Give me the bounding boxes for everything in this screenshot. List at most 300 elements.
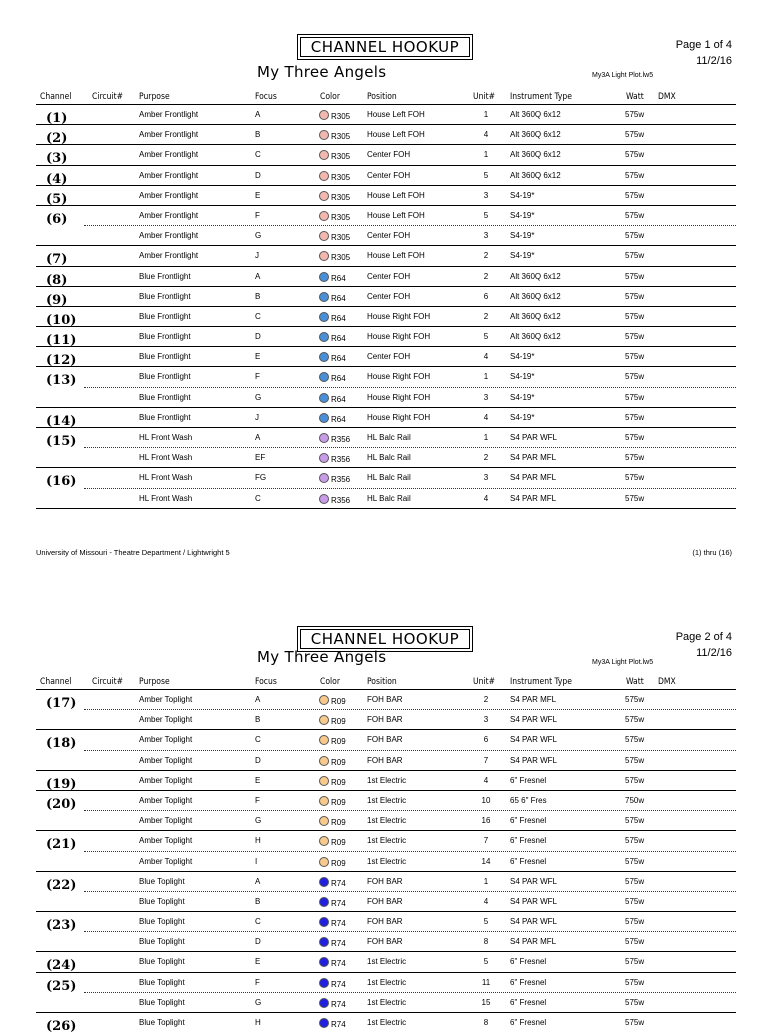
unit-cell: 2 [483,695,489,704]
color-code: R09 [331,717,346,727]
table-row [36,831,736,851]
table-row [36,852,736,872]
position-cell: 1st Electric [367,977,407,987]
unit-cell: 1 [483,433,489,442]
color-code: R64 [331,273,346,283]
focus-cell: D [255,170,261,180]
table-row [36,710,736,730]
color-cell [319,998,346,1009]
unit-cell: 8 [483,937,489,947]
focus-cell: A [255,876,261,886]
watt-cell: 575w [625,190,645,200]
purpose-cell: Amber Toplight [139,856,193,866]
unit-cell: 6 [483,735,489,745]
instrument-type-cell: S4 PAR MFL [510,937,557,947]
channel-number: (3) [46,151,68,167]
channel-number: (12) [46,353,77,369]
color-swatch-icon [319,231,329,241]
unit-cell: 2 [483,453,489,463]
table-row [36,428,736,448]
instrument-type-cell: 6" Fresnel [510,997,547,1007]
purpose-cell: Amber Toplight [139,775,193,785]
purpose-cell: Blue Frontlight [139,412,191,422]
position-cell: Center FOH [367,291,411,301]
focus-cell: E [255,352,261,362]
purpose-cell: Amber Frontlight [139,150,199,160]
purpose-cell: Blue Toplight [139,997,185,1007]
focus-cell: I [255,856,258,866]
table-row [36,973,736,993]
instrument-type-cell: 6" Fresnel [510,977,547,987]
purpose-cell: Amber Toplight [139,715,193,725]
position-cell: 1st Electric [367,836,407,846]
instrument-type-cell: S4 PAR MFL [510,493,557,503]
table-row [36,186,736,206]
position-cell: House Right FOH [367,332,431,342]
instrument-type-cell: S4 PAR WFL [510,755,557,765]
color-code: R09 [331,818,346,828]
purpose-cell: Amber Toplight [139,735,193,745]
table-row [36,166,736,186]
instrument-type-cell: S4 PAR MFL [510,473,557,483]
instrument-type-cell: 6" Fresnel [510,836,547,846]
channel-number: (4) [46,171,68,187]
report-date: 11/2/16 [696,647,732,659]
unit-cell: 2 [483,271,489,281]
col-watt: Watt [626,677,644,687]
focus-cell: A [255,110,261,119]
unit-cell: 10 [481,795,491,805]
color-swatch-icon [319,272,329,282]
position-cell: HL Balc Rail [367,493,411,503]
color-code: R74 [331,878,346,888]
table-row [36,347,736,367]
focus-cell: C [255,493,261,503]
unit-cell: 7 [483,836,489,846]
color-cell [319,191,350,202]
table-row [36,388,736,408]
position-cell: FOH BAR [367,896,403,906]
position-cell: FOH BAR [367,937,403,947]
file-name: My3A Light Plot.lw5 [592,72,654,79]
color-swatch-icon [319,453,329,463]
table-row [36,751,736,771]
col-color: Color [320,92,340,102]
unit-cell: 1 [483,150,489,160]
watt-cell: 575w [625,150,645,160]
purpose-cell: HL Front Wash [139,433,193,442]
watt-cell: 575w [625,311,645,321]
unit-cell: 4 [483,493,489,503]
focus-cell: C [255,917,261,927]
unit-cell: 3 [483,190,489,200]
instrument-type-cell: S4 PAR WFL [510,433,557,442]
color-code: R305 [331,132,351,142]
purpose-cell: Blue Frontlight [139,332,191,342]
color-swatch-icon [319,836,329,846]
table-row [36,690,736,710]
table-row [36,408,736,428]
unit-cell: 3 [483,392,489,402]
color-cell [319,150,350,161]
table-row [36,811,736,831]
channel-number: (7) [46,252,68,268]
col-channel: Channel [40,677,72,687]
position-cell: FOH BAR [367,755,403,765]
focus-cell: H [255,1018,261,1027]
unit-cell: 3 [483,715,489,725]
color-code: R09 [331,797,346,807]
instrument-type-cell: S4 PAR WFL [510,735,557,745]
color-code: R356 [331,495,351,505]
unit-cell: 4 [483,130,489,140]
color-swatch-icon [319,494,329,504]
table-row [36,125,736,145]
table-body [36,105,736,509]
unit-cell: 2 [483,311,489,321]
position-cell: FOH BAR [367,917,403,927]
col-type: Instrument Type [510,677,572,687]
channel-number: (11) [46,333,77,349]
watt-cell: 575w [625,917,645,927]
color-cell [319,231,350,242]
watt-cell: 575w [625,876,645,886]
table-row [36,105,736,125]
color-code: R356 [331,455,351,465]
instrument-type-cell: Alt 360Q 6x12 [510,311,561,321]
position-cell: House Left FOH [367,210,425,220]
color-swatch-icon [319,756,329,766]
purpose-cell: Blue Toplight [139,896,185,906]
channel-number: (2) [46,131,68,147]
position-cell: House Left FOH [367,130,425,140]
color-code: R09 [331,777,346,787]
purpose-cell: Blue Toplight [139,1018,185,1027]
color-code: R09 [331,858,346,868]
focus-cell: FG [255,473,267,483]
purpose-cell: Blue Frontlight [139,291,191,301]
color-cell [319,473,350,484]
color-cell [319,211,350,222]
purpose-cell: Amber Frontlight [139,170,199,180]
focus-cell: B [255,715,261,725]
channel-number: (16) [46,474,77,490]
instrument-type-cell: S4-19* [510,190,535,200]
instrument-type-cell: Alt 360Q 6x12 [510,130,561,140]
color-swatch-icon [319,735,329,745]
focus-cell: F [255,977,260,987]
channel-number: (9) [46,292,68,308]
page-number: Page 1 of 4 [675,39,732,51]
table-row [36,307,736,327]
unit-cell: 1 [483,876,489,886]
position-cell: 1st Electric [367,957,407,967]
col-focus: Focus [255,677,277,687]
instrument-type-cell: S4 PAR WFL [510,876,557,886]
color-code: R64 [331,374,346,384]
color-cell [319,756,346,767]
color-swatch-icon [319,998,329,1008]
col-purpose: Purpose [139,677,170,687]
color-cell [319,372,346,383]
purpose-cell: Blue Toplight [139,917,185,927]
unit-cell: 2 [483,251,489,261]
unit-cell: 5 [483,957,489,967]
unit-cell: 14 [481,856,491,866]
table-row [36,468,736,488]
position-cell: 1st Electric [367,1018,407,1027]
focus-cell: A [255,271,261,281]
focus-cell: C [255,735,261,745]
color-cell [319,292,346,303]
position-cell: 1st Electric [367,775,407,785]
watt-cell: 575w [625,392,645,402]
col-dmx: DMX [658,92,676,102]
position-cell: FOH BAR [367,735,403,745]
channel-number: (1) [46,111,68,126]
color-code: R74 [331,939,346,949]
focus-cell: A [255,695,261,704]
color-code: R09 [331,737,346,747]
purpose-cell: Blue Frontlight [139,372,191,382]
instrument-type-cell: S4 PAR MFL [510,695,557,704]
watt-cell: 575w [625,332,645,342]
watt-cell: 575w [625,937,645,947]
instrument-type-cell: S4-19* [510,352,535,362]
color-swatch-icon [319,251,329,261]
channel-number: (22) [46,877,77,893]
watt-cell: 575w [625,755,645,765]
purpose-cell: HL Front Wash [139,453,193,463]
color-swatch-icon [319,978,329,988]
unit-cell: 15 [481,997,491,1007]
color-cell [319,352,346,363]
col-channel: Channel [40,92,72,102]
color-code: R64 [331,334,346,344]
table-row [36,993,736,1013]
instrument-type-cell: S4-19* [510,231,535,241]
file-name: My3A Light Plot.lw5 [592,659,654,666]
watt-cell: 575w [625,352,645,362]
purpose-cell: Blue Frontlight [139,311,191,321]
color-code: R305 [331,253,351,263]
channel-number: (21) [46,837,77,853]
col-purpose: Purpose [139,92,170,102]
color-code: R64 [331,313,346,323]
instrument-type-cell: Alt 360Q 6x12 [510,110,561,119]
focus-cell: B [255,130,261,140]
focus-cell: C [255,150,261,160]
watt-cell: 575w [625,271,645,281]
color-code: R305 [331,172,351,182]
watt-cell: 575w [625,372,645,382]
color-code: R74 [331,898,346,908]
focus-cell: C [255,311,261,321]
col-circuit: Circuit# [92,677,124,687]
unit-cell: 16 [481,816,491,826]
color-swatch-icon [319,776,329,786]
color-swatch-icon [319,211,329,221]
table-row [36,267,736,287]
report-title: CHANNEL HOOKUP [297,626,473,652]
color-code: R305 [331,192,351,202]
focus-cell: E [255,775,261,785]
purpose-cell: Amber Frontlight [139,130,199,140]
col-dmx: DMX [658,677,676,687]
color-swatch-icon [319,473,329,483]
unit-cell: 7 [483,755,489,765]
watt-cell: 575w [625,110,645,119]
unit-cell: 4 [483,412,489,422]
position-cell: FOH BAR [367,695,403,704]
position-cell: 1st Electric [367,816,407,826]
instrument-type-cell: S4 PAR WFL [510,715,557,725]
color-swatch-icon [319,715,329,725]
watt-cell: 575w [625,957,645,967]
color-cell [319,776,346,787]
position-cell: House Right FOH [367,311,431,321]
position-cell: 1st Electric [367,856,407,866]
instrument-type-cell: Alt 360Q 6x12 [510,291,561,301]
table-row [36,872,736,892]
hookup-table [36,675,736,1033]
unit-cell: 5 [483,332,489,342]
color-swatch-icon [319,191,329,201]
watt-cell: 575w [625,977,645,987]
color-code: R305 [331,233,351,243]
position-cell: Center FOH [367,271,411,281]
col-focus: Focus [255,92,277,102]
color-swatch-icon [319,372,329,382]
color-cell [319,897,346,908]
purpose-cell: Amber Toplight [139,836,193,846]
watt-cell: 575w [625,997,645,1007]
channel-number: (17) [46,696,77,711]
purpose-cell: Amber Frontlight [139,190,199,200]
show-title: My Three Angels [257,63,387,81]
watt-cell: 575w [625,695,645,704]
color-cell [319,816,346,827]
color-swatch-icon [319,695,329,705]
color-swatch-icon [319,171,329,181]
purpose-cell: Amber Toplight [139,795,193,805]
position-cell: Center FOH [367,150,411,160]
purpose-cell: Blue Frontlight [139,352,191,362]
purpose-cell: Amber Frontlight [139,110,199,119]
channel-number: (25) [46,978,77,994]
table-row [36,791,736,811]
color-swatch-icon [319,292,329,302]
watt-cell: 575w [625,130,645,140]
page-info [676,37,732,69]
color-code: R64 [331,414,346,424]
instrument-type-cell: 6" Fresnel [510,816,547,826]
instrument-type-cell: Alt 360Q 6x12 [510,271,561,281]
instrument-type-cell: Alt 360Q 6x12 [510,332,561,342]
table-row [36,327,736,347]
instrument-type-cell: S4-19* [510,372,535,382]
color-cell [319,251,350,262]
purpose-cell: Blue Toplight [139,876,185,886]
focus-cell: E [255,190,261,200]
watt-cell: 575w [625,775,645,785]
color-cell [319,453,350,464]
focus-cell: D [255,755,261,765]
color-swatch-icon [319,877,329,887]
purpose-cell: Amber Frontlight [139,210,199,220]
channel-number: (14) [46,413,77,429]
position-cell: House Right FOH [367,392,431,402]
position-cell: FOH BAR [367,715,403,725]
focus-cell: F [255,795,260,805]
table-row [36,952,736,972]
table-row [36,489,736,509]
channel-number: (20) [46,796,77,812]
purpose-cell: Amber Frontlight [139,251,199,261]
color-code: R305 [331,112,351,121]
unit-cell: 4 [483,352,489,362]
unit-cell: 5 [483,917,489,927]
color-cell [319,272,346,283]
channel-number: (13) [46,373,77,389]
purpose-cell: Blue Toplight [139,957,185,967]
color-swatch-icon [319,332,329,342]
unit-cell: 6 [483,291,489,301]
color-swatch-icon [319,413,329,423]
color-cell [319,110,350,121]
purpose-cell: Amber Toplight [139,755,193,765]
unit-cell: 8 [483,1018,489,1027]
color-swatch-icon [319,937,329,947]
col-position: Position [367,92,397,102]
watt-cell: 575w [625,715,645,725]
color-swatch-icon [319,897,329,907]
position-cell: HL Balc Rail [367,453,411,463]
watt-cell: 575w [625,291,645,301]
color-cell [319,433,350,444]
watt-cell: 575w [625,1018,645,1027]
col-color: Color [320,677,340,687]
color-cell [319,171,350,182]
color-swatch-icon [319,352,329,362]
purpose-cell: Amber Toplight [139,695,193,704]
focus-cell: G [255,816,262,826]
position-cell: HL Balc Rail [367,433,411,442]
color-cell [319,836,346,847]
purpose-cell: Blue Frontlight [139,392,191,402]
color-cell [319,130,350,141]
purpose-cell: Amber Frontlight [139,231,199,241]
color-swatch-icon [319,857,329,867]
instrument-type-cell: S4-19* [510,412,535,422]
focus-cell: G [255,392,262,402]
watt-cell: 575w [625,251,645,261]
color-code: R09 [331,757,346,767]
color-code: R64 [331,293,346,303]
unit-cell: 3 [483,473,489,483]
color-code: R305 [331,212,351,222]
unit-cell: 4 [483,896,489,906]
focus-cell: G [255,231,262,241]
table-body [36,690,736,1033]
color-swatch-icon [319,110,329,120]
unit-cell: 4 [483,775,489,785]
table-row [36,226,736,246]
watt-cell: 575w [625,735,645,745]
watt-cell: 575w [625,856,645,866]
color-cell [319,494,350,505]
report-title: CHANNEL HOOKUP [297,34,473,60]
